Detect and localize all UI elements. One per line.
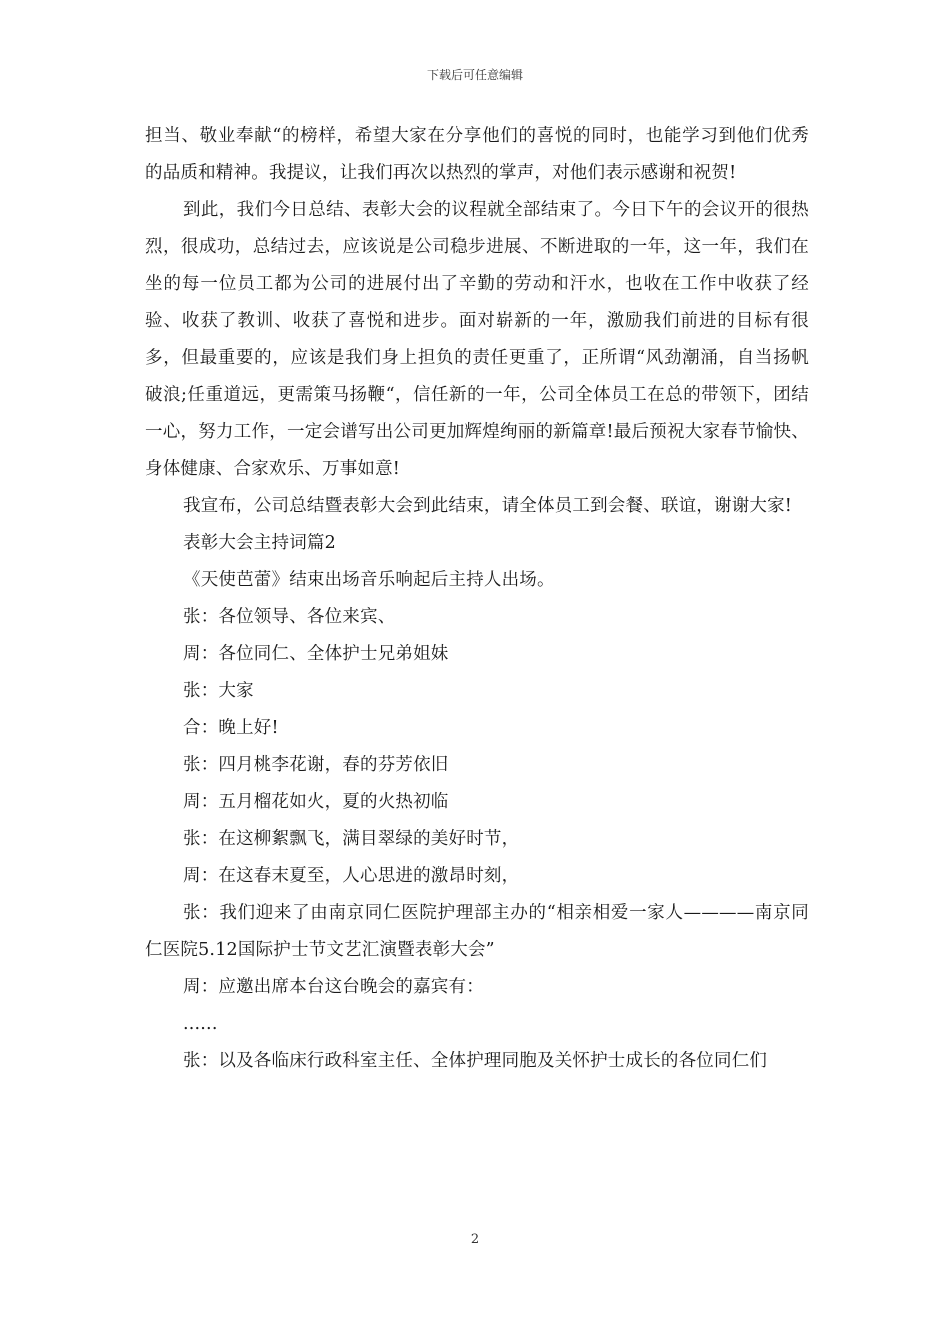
dialogue-line: 周：各位同仁、全体护士兄弟姐妹 <box>183 644 449 664</box>
page-number: 2 <box>470 1232 480 1247</box>
dialogue-line: 张：四月桃李花谢，春的芬芳依旧 <box>183 755 449 775</box>
paragraph: 担当、敬业奉献“的榜样，希望大家在分享他们的喜悦的同时，也能学习到他们优秀的品质和精神。我提议，让我们再次以热烈的掌声，对他们表示感谢和祝贺! <box>145 126 809 183</box>
document-body <box>145 118 809 1080</box>
dialogue-line: 张：在这柳絮飘飞，满目翠绿的美好时节， <box>183 829 520 849</box>
paragraph: 我宣布，公司总结暨表彰大会到此结束，请全体员工到会餐、联谊，谢谢大家! <box>183 496 793 516</box>
dialogue-line: 周：在这春末夏至，人心思进的激昂时刻， <box>183 866 520 886</box>
dialogue-line: 张：我们迎来了由南京同仁医院护理部主办的“相亲相爱一家人————南京同仁医院5.12国际护士节文艺汇演暨表彰大会” <box>145 903 809 960</box>
dialogue-line: 张：大家 <box>183 681 254 701</box>
paragraph: 到此，我们今日总结、表彰大会的议程就全部结束了。今日下午的会议开的很热烈，很成功，总结过去，应该说是公司稳步进展、不断进取的一年，这一年，我们在坐的每一位员工都为公司的进展付出了辛勤的劳动和汗水，也收在工作中收获了经验、收获了教训、收获了喜悦和进步。面对崭新的一年，激励我们前进的目标有很多，但最重要的，应该是我们身上担负的责任更重了，正所谓“风劲潮涌，自当扬帆破浪;任重道远，更需策马扬鞭“，信任新的一年，公司全体员工在总的带领下，团结一心，努力工作，一定会谱写出公司更加辉煌绚丽的新篇章!最后预祝大家春节愉快、身体健康、合家欢乐、万事如意! <box>145 200 809 479</box>
dialogue-line: 张：各位领导、各位来宾、 <box>183 607 396 627</box>
dialogue-line: 合：晚上好! <box>183 718 279 738</box>
paragraph: 《天使芭蕾》结束出场音乐响起后主持人出场。 <box>183 570 555 590</box>
ellipsis-line: ...... <box>183 1014 218 1034</box>
page-header: 下载后可任意编辑 <box>426 68 523 82</box>
dialogue-line: 张：以及各临床行政科室主任、全体护理同胞及关怀护士成长的各位同仁们 <box>183 1051 768 1071</box>
dialogue-line: 周：应邀出席本台这台晚会的嘉宾有： <box>183 977 484 997</box>
section-heading: 表彰大会主持词篇2 <box>183 533 336 553</box>
dialogue-line: 周：五月榴花如火，夏的火热初临 <box>183 792 449 812</box>
